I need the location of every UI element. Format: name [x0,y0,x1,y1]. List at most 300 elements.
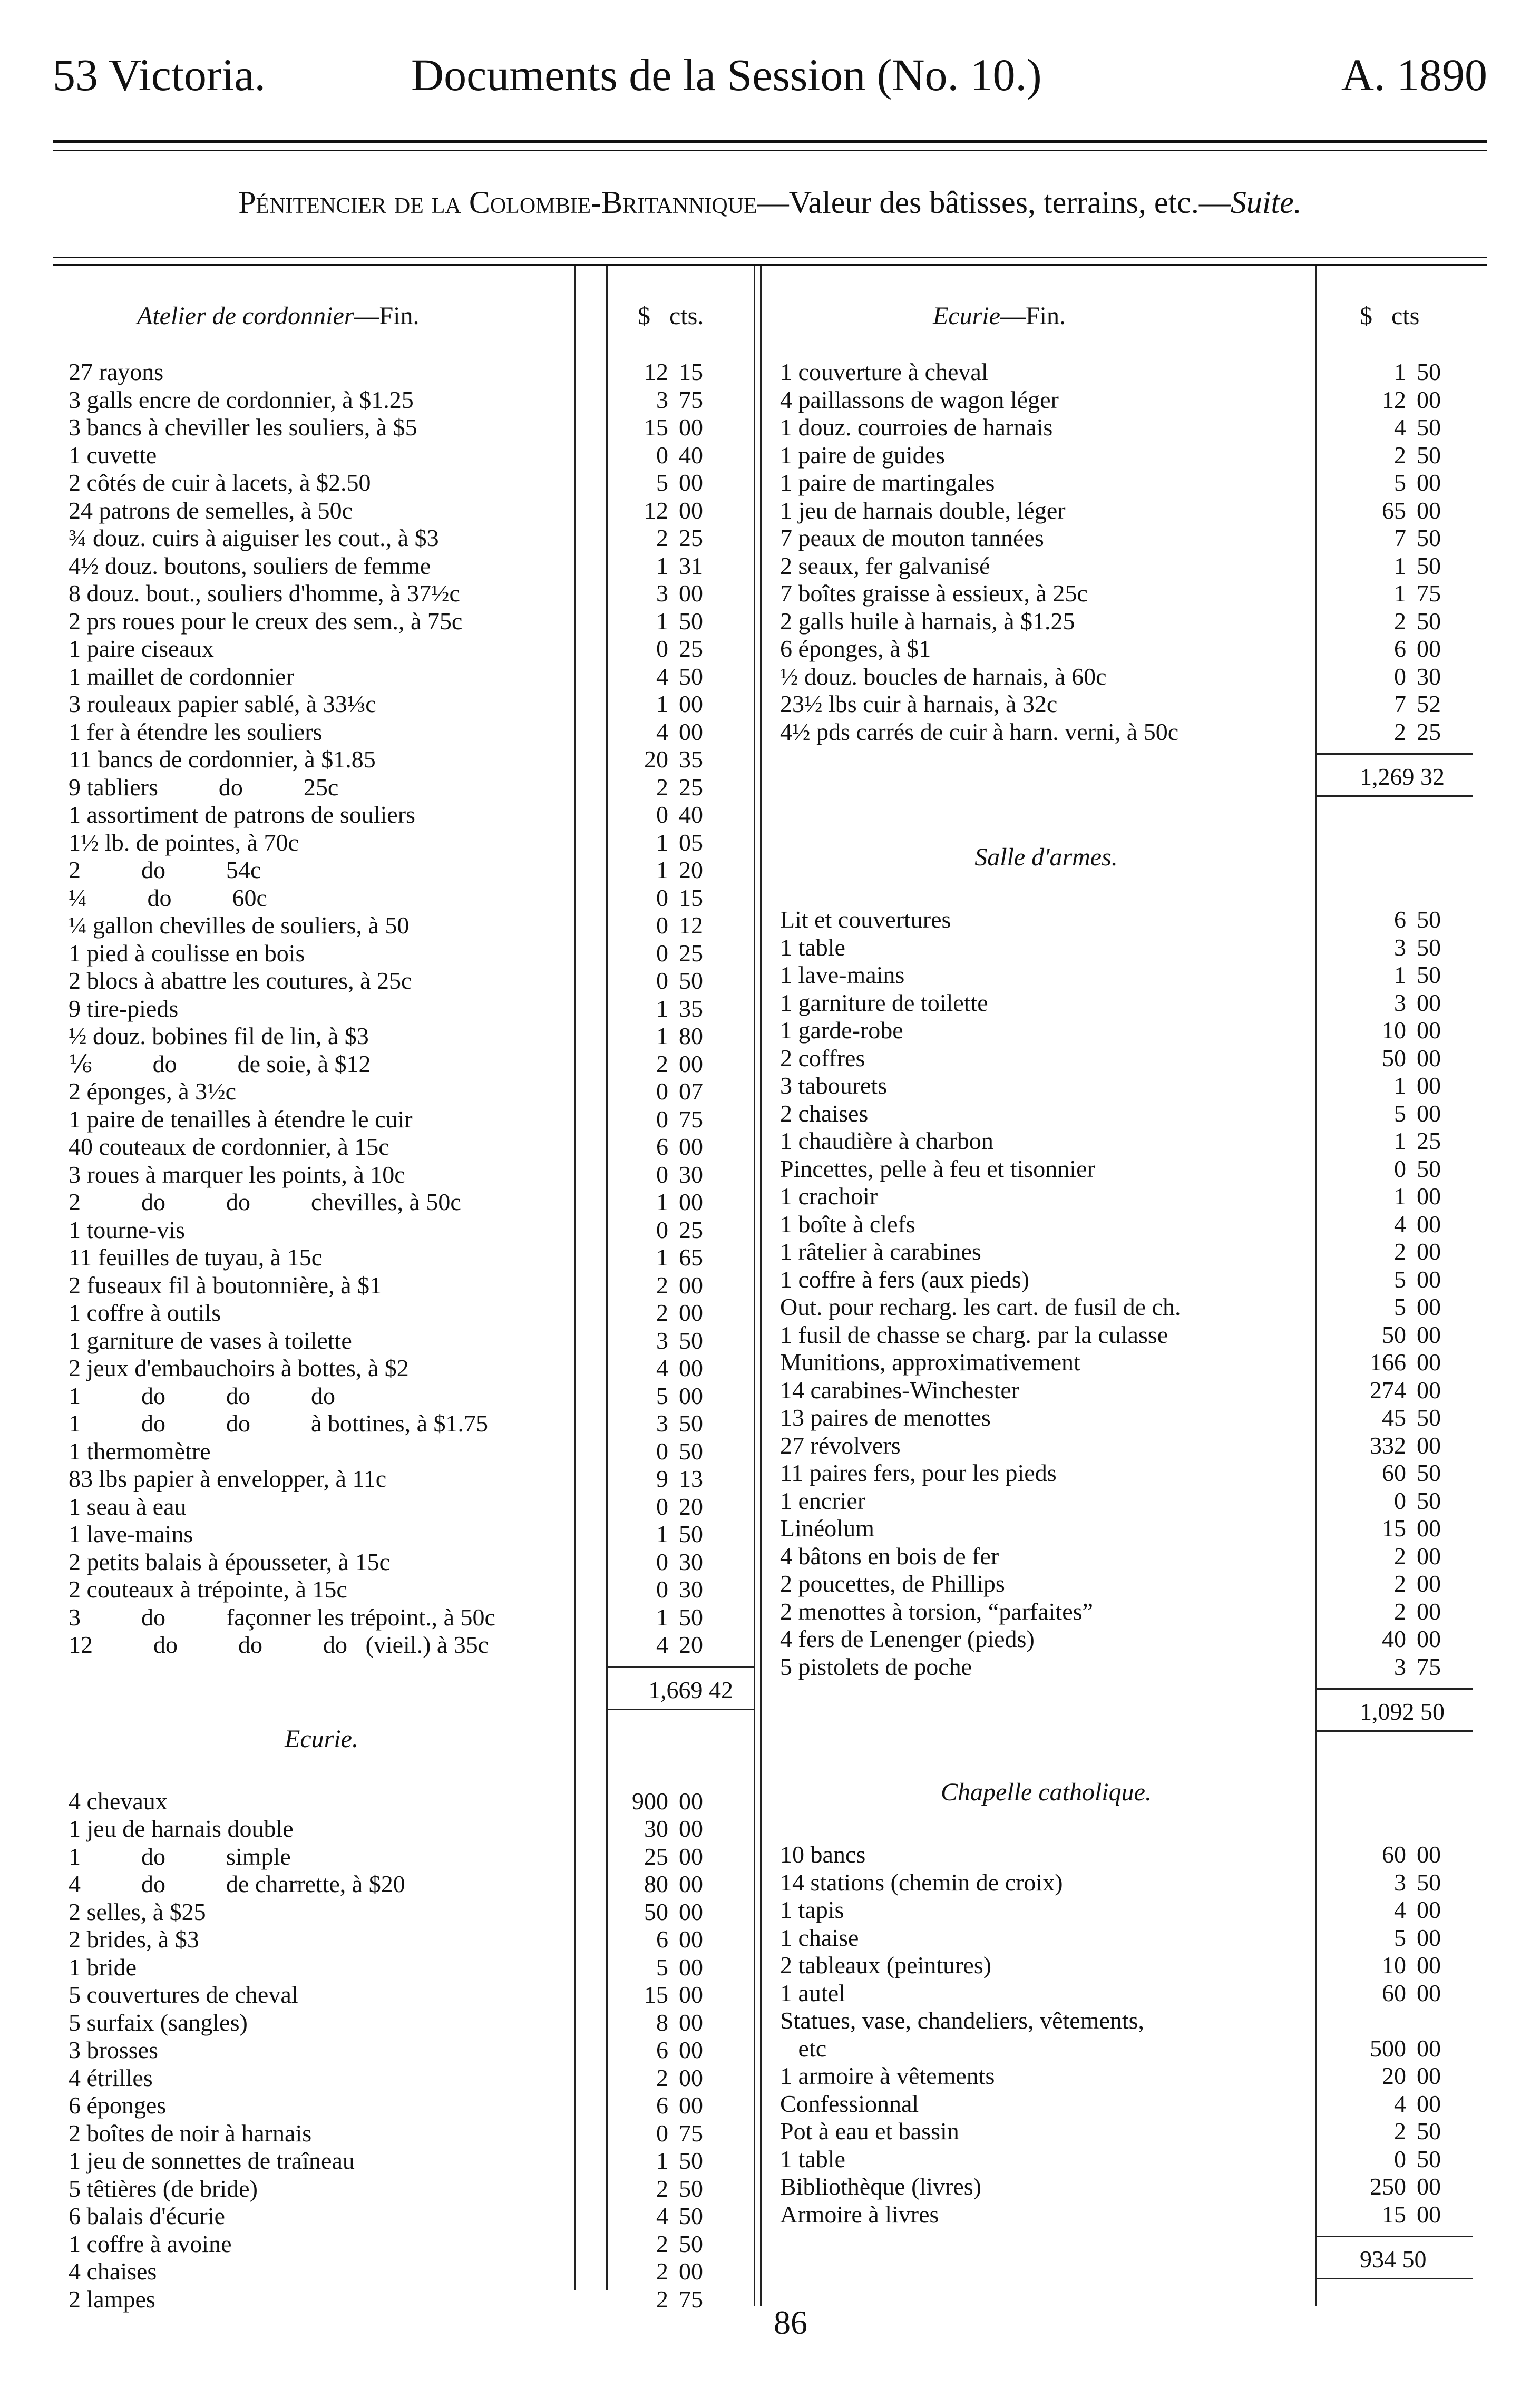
item-label: 1 do simple [69,1843,291,1870]
ledger-row [780,961,1459,989]
item-label: 4½ douz. boutons, souliers de femme [69,552,431,579]
item-cents: 52 [1417,690,1441,717]
item-cents: 80 [679,1022,703,1049]
column-divider-b [760,266,762,2306]
ledger-row [69,718,721,746]
item-dollars: 30 [644,1815,668,1842]
item-label: 5 pistolets de poche [780,1653,972,1680]
item-label: 9 tire-pieds [69,995,179,1022]
ledger-row [780,1869,1459,1896]
item-cents: 00 [679,1382,703,1409]
ledger-row [780,690,1459,718]
item-cents: 50 [1417,607,1441,635]
item-label: 1 râtelier à carabines [780,1238,981,1265]
ledger-row [780,2118,1459,2145]
item-label: 13 paires de menottes [780,1404,991,1431]
item-dollars: 1 [656,828,668,856]
item-label: 1 coffre à fers (aux pieds) [780,1265,1029,1293]
item-cents: 00 [1417,1183,1441,1210]
item-label: 1 jeu de harnais double, léger [780,496,1066,524]
section-total: 934 50 [1360,2246,1427,2273]
item-label: ¼ do 60c [69,884,267,911]
item-dollars: 0 [656,1576,668,1603]
right-column-heading [933,301,1066,330]
item-cents: 00 [679,469,703,496]
item-label: 1 fer à étendre les souliers [69,718,323,745]
section-total: 1,669 42 [648,1676,733,1703]
item-cents: 75 [1417,1653,1441,1680]
section-total: 1,269 32 [1360,763,1445,790]
item-dollars: 2 [1394,1238,1406,1265]
ledger-row [69,1926,721,1953]
item-cents: 00 [1417,1542,1441,1570]
item-cents: 25 [679,939,703,967]
item-cents: 00 [1417,1924,1441,1951]
item-cents: 00 [679,1050,703,1077]
item-cents: 00 [1417,1210,1441,1237]
item-cents: 00 [679,496,703,524]
item-cents: 50 [1417,524,1441,551]
item-label: Armoire à livres [780,2200,939,2228]
item-label: 4 étrilles [69,2064,153,2091]
item-label: 2 petits balais à épousseter, à 15c [69,1548,391,1575]
item-label: Linéolum [780,1515,874,1542]
item-cents: 50 [1417,961,1441,988]
item-cents: 50 [1417,358,1441,385]
ledger-row [780,1896,1459,1924]
item-dollars: 3 [656,1410,668,1437]
item-dollars: 1 [656,1603,668,1631]
item-dollars: 2 [656,773,668,801]
item-cents: 25 [679,773,703,801]
item-dollars: 1 [1394,358,1406,385]
item-cents: 50 [1417,2118,1441,2144]
item-cents: 00 [1417,1979,1441,2006]
item-dollars: 0 [656,1105,668,1133]
item-cents: 00 [679,2092,703,2119]
right-currency-header: $ cts [1360,302,1420,330]
item-cents: 50 [679,2230,703,2257]
item-dollars: 0 [656,441,668,469]
left-heading-text: Atelier de cordonnier [137,302,354,330]
ledger-row [780,635,1459,662]
item-label: 6 éponges [69,2092,167,2119]
ledger-row [780,906,1459,933]
ledger-row [69,1354,721,1382]
item-cents: 25 [1417,1127,1441,1154]
ledger-row [780,989,1459,1017]
item-dollars: 2 [656,1299,668,1326]
item-dollars: 0 [1394,1155,1406,1182]
item-cents: 75 [679,2285,703,2313]
item-cents: 50 [1417,933,1441,961]
ledger-row [780,1293,1459,1321]
item-cents: 00 [1417,2173,1441,2200]
ledger-row [780,497,1459,524]
item-label: 2 éponges, à 3½c [69,1078,237,1105]
ledger-row [69,2120,721,2147]
item-dollars: 0 [656,939,668,967]
title-rest: —Valeur des bâtisses, terrains, etc.— [757,185,1231,220]
item-cents: 50 [679,2147,703,2174]
item-cents: 00 [1417,1597,1441,1625]
item-cents: 50 [1417,1404,1441,1431]
ledger-row [69,1106,721,1133]
item-label: 9 tabliers do 25c [69,773,339,801]
item-label: 2 tableaux (peintures) [780,1952,992,1978]
ledger-row [780,1841,1459,1868]
ledger-row [780,552,1459,580]
item-dollars: 15 [1382,2200,1406,2228]
ledger-row [69,1493,721,1520]
item-dollars: 2 [1394,607,1406,635]
item-dollars: 12 [644,496,668,524]
item-cents: 75 [1417,580,1441,607]
item-cents: 50 [1417,1155,1441,1182]
item-dollars: 2 [1394,718,1406,745]
item-label: 23½ lbs cuir à harnais, à 32c [780,690,1058,717]
ledger-row [69,2064,721,2092]
ledger-row [69,497,721,524]
ledger-row [69,1898,721,1926]
item-label: 1 table [780,2145,845,2172]
ledger-row [69,995,721,1022]
item-dollars: 500 [1370,2034,1406,2062]
item-label: 4 chaises [69,2258,157,2285]
total-rule [1315,2236,1473,2237]
item-label: 2 lampes [69,2285,155,2313]
item-label: 2 côtés de cuir à lacets, à $2.50 [69,469,371,496]
item-label: 1 cuvette [69,441,157,469]
item-label: 1 chaudière à charbon [780,1127,993,1154]
item-dollars: 50 [1382,1044,1406,1071]
item-label: 5 têtières (de bride) [69,2175,258,2202]
item-cents: 00 [1417,1570,1441,1597]
item-dollars: 1 [656,1022,668,1049]
item-cents: 00 [679,1299,703,1326]
header-left: 53 Victoria. [53,50,266,100]
item-cents: 00 [1417,989,1441,1016]
item-label: 1 chaise [780,1924,859,1951]
item-cents: 00 [1417,1017,1441,1044]
ledger-row [780,469,1459,496]
item-cents: 50 [679,967,703,994]
item-cents: 50 [1417,1868,1441,1896]
item-label: Confessionnal [780,2090,919,2117]
ledger-row [69,967,721,995]
ledger-row [780,2173,1459,2200]
item-label: 3 rouleaux papier sablé, à 33⅓c [69,690,376,717]
ledger-row [69,884,721,912]
ledger-row [69,1954,721,1981]
item-cents: 07 [679,1078,703,1105]
item-label: 1 autel [780,1979,845,2006]
ledger-row [69,2009,721,2036]
item-dollars: 6 [656,2092,668,2119]
ledger-row [780,1952,1459,1979]
ledger-row [69,386,721,414]
ledger-row [780,2062,1459,2090]
item-dollars: 2 [656,2285,668,2313]
ledger-row [780,1404,1459,1431]
header-right: A. 1890 [1341,50,1487,100]
item-label: 6 balais d'écurie [69,2202,225,2229]
item-dollars: 6 [1394,635,1406,662]
item-label: 4 paillassons de wagon léger [780,386,1059,413]
item-cents: 25 [679,524,703,551]
item-cents: 00 [1417,2062,1441,2089]
item-cents: 00 [679,1188,703,1215]
item-dollars: 50 [1382,1321,1406,1348]
item-label: 1 maillet de cordonnier [69,662,294,690]
item-dollars: 4 [656,1354,668,1381]
item-cents: 30 [679,1161,703,1188]
item-cents: 50 [1417,1459,1441,1486]
item-dollars: 0 [656,635,668,662]
item-dollars: 3 [1394,933,1406,961]
item-cents: 00 [679,2064,703,2091]
item-dollars: 15 [644,414,668,441]
item-cents: 00 [1417,1841,1441,1868]
item-cents: 50 [679,1520,703,1547]
ledger-row [69,2286,721,2313]
ledger-row [780,580,1459,607]
item-cents: 00 [1417,1515,1441,1542]
ledger-row [780,1266,1459,1293]
ledger-row [69,2175,721,2202]
item-label: 1 coffre à outils [69,1299,221,1326]
item-label: 1 boîte à clefs [780,1210,915,1237]
item-label: 7 peaux de mouton tannées [780,524,1044,551]
item-dollars: 1 [656,2147,668,2174]
item-label: Pincettes, pelle à feu et tisonnier [780,1155,1095,1182]
ledger-row [69,442,721,469]
item-label: 2 seaux, fer galvanisé [780,552,990,579]
item-label: 1 paire ciseaux [69,635,214,662]
ledger-row [69,1272,721,1299]
item-cents: 75 [679,2119,703,2147]
ledger-row [780,2007,1459,2034]
total-rule-lower [606,1709,754,1710]
item-dollars: 60 [1382,1979,1406,2006]
left-column-heading [137,301,419,330]
item-label: 2 do 54c [69,856,261,883]
item-dollars: 166 [1370,1349,1406,1376]
ledger-row [780,1211,1459,1238]
item-label: 11 paires fers, pour les pieds [780,1459,1057,1486]
item-cents: 00 [679,1870,703,1897]
item-cents: 50 [1417,1487,1441,1514]
item-label: 40 couteaux de cordonnier, à 15c [69,1133,389,1160]
ledger-row [69,1815,721,1843]
ledger-row [69,912,721,939]
item-dollars: 0 [656,801,668,828]
ledger-row [69,580,721,607]
ledger-row [69,1981,721,2009]
left-heading-suffix: —Fin. [354,302,420,330]
item-dollars: 0 [1394,2145,1406,2172]
item-cents: 00 [679,690,703,717]
item-dollars: 2 [1394,1542,1406,1570]
item-dollars: 332 [1370,1431,1406,1459]
ledger-row [69,2036,721,2064]
item-dollars: 1 [1394,552,1406,579]
ledger-row [69,2147,721,2175]
item-cents: 50 [679,1410,703,1437]
ledger-row [69,1438,721,1465]
item-label: Lit et couvertures [780,906,951,933]
item-label: 1 paire de martingales [780,469,995,496]
item-dollars: 0 [656,1216,668,1243]
item-dollars: 0 [656,1493,668,1520]
item-dollars: 5 [1394,1924,1406,1951]
item-cents: 05 [679,828,703,856]
item-cents: 00 [1417,1625,1441,1652]
ledger-row [69,1576,721,1603]
item-dollars: 6 [656,1926,668,1953]
item-label: Statues, vase, chandeliers, vêtements, [780,2007,1145,2034]
item-label: 1 lave-mains [69,1520,193,1547]
item-label: 2 galls huile à harnais, à $1.25 [780,607,1075,635]
ledger-row [69,774,721,801]
item-cents: 40 [679,801,703,828]
item-dollars: 274 [1370,1376,1406,1403]
item-label: 3 do façonner les trépoint., à 50c [69,1603,495,1631]
item-cents: 50 [1417,441,1441,469]
item-dollars: 2 [1394,1570,1406,1597]
item-dollars: 0 [656,884,668,911]
item-cents: 00 [1417,1376,1441,1403]
item-cents: 50 [1417,552,1441,579]
item-label: 1 jeu de harnais double [69,1815,294,1842]
item-cents: 00 [679,1898,703,1925]
item-cents: 00 [1417,1044,1441,1071]
item-label: 1 thermomètre [69,1437,211,1465]
item-label: Munitions, approximativement [780,1349,1080,1376]
table-top-rule-thin [53,257,1487,258]
item-dollars: 0 [656,1078,668,1105]
item-cents: 00 [679,1271,703,1299]
section-title: Salle d'armes. [974,843,1118,871]
item-label: 8 douz. bout., souliers d'homme, à 37½c [69,580,460,607]
item-dollars: 4 [1394,2090,1406,2117]
table-top-rule-thick [53,264,1487,266]
ledger-row [780,1377,1459,1404]
item-cents: 00 [1417,386,1441,413]
item-label: 4 fers de Lenenger (pieds) [780,1625,1035,1652]
item-cents: 00 [679,2036,703,2063]
item-dollars: 1 [1394,961,1406,988]
item-cents: 50 [679,1437,703,1465]
ledger-row [69,690,721,718]
item-label: 1 coffre à avoine [69,2230,232,2257]
ledger-row [69,608,721,635]
title-suffix: Suite. [1230,185,1302,220]
item-cents: 00 [679,1981,703,2008]
ledger-row [69,1299,721,1327]
ledger-row [780,2201,1459,2228]
ledger-row [69,801,721,828]
page-number: 86 [774,2304,807,2341]
item-cents: 75 [679,386,703,413]
item-label: 11 bancs de cordonnier, à $1.85 [69,746,376,773]
ledger-row [69,1078,721,1105]
ledger-row [69,552,721,580]
ledger-row [780,2090,1459,2118]
item-label: 1 encrier [780,1487,866,1514]
item-cents: 50 [679,662,703,690]
ledger-row [69,856,721,884]
item-label: 4 chevaux [69,1787,168,1815]
ledger-row [780,2035,1459,2062]
item-dollars: 25 [644,1843,668,1870]
item-cents: 00 [679,1926,703,1953]
ledger-row [780,1459,1459,1487]
item-label: 1 pied à coulisse en bois [69,939,305,967]
item-cents: 13 [679,1465,703,1492]
ledger-row [780,1321,1459,1349]
header-center: Documents de la Session (No. 10.) [411,50,1042,100]
item-cents: 50 [679,2202,703,2229]
item-label: 3 roues à marquer les points, à 10c [69,1161,405,1188]
item-cents: 00 [679,2009,703,2036]
item-dollars: 1 [656,1520,668,1547]
item-label: 1 paire de tenailles à étendre le cuir [69,1105,413,1133]
item-dollars: 4 [1394,414,1406,441]
item-cents: 00 [1417,1952,1441,1978]
item-cents: 50 [679,1327,703,1354]
item-label: 27 révolvers [780,1431,901,1459]
item-dollars: 12 [1382,386,1406,413]
item-dollars: 5 [656,469,668,496]
item-dollars: 2 [656,524,668,551]
item-cents: 20 [679,1493,703,1520]
item-dollars: 3 [1394,1653,1406,1680]
ledger-row [69,829,721,856]
ledger-row [69,2202,721,2230]
item-dollars: 0 [656,1548,668,1575]
item-dollars: 5 [1394,1265,1406,1293]
ledger-row [780,1598,1459,1625]
item-dollars: 6 [656,1133,668,1160]
item-label: 2 boîtes de noir à harnais [69,2119,312,2147]
ledger-row [69,1382,721,1410]
item-cents: 35 [679,746,703,773]
total-rule-lower [1315,795,1473,797]
ledger-row [69,1050,721,1078]
item-cents: 50 [679,1603,703,1631]
ledger-row [780,358,1459,386]
item-cents: 00 [679,414,703,441]
ledger-row [69,1216,721,1244]
item-label: 14 stations (chemin de croix) [780,1868,1063,1896]
item-dollars: 10 [1382,1017,1406,1044]
item-dollars: 3 [1394,989,1406,1016]
total-rule-lower [1315,1730,1473,1732]
item-dollars: 0 [1394,1487,1406,1514]
item-cents: 50 [1417,414,1441,441]
item-dollars: 0 [656,912,668,939]
ledger-row [69,1604,721,1631]
ledger-row [69,940,721,967]
ledger-row [780,442,1459,469]
ledger-row [780,1625,1459,1653]
ledger-row [69,2258,721,2285]
header-rule-thick [53,140,1487,143]
total-rule [1315,1688,1473,1690]
item-label: 1 tapis [780,1896,844,1923]
item-cents: 50 [1417,2145,1441,2172]
